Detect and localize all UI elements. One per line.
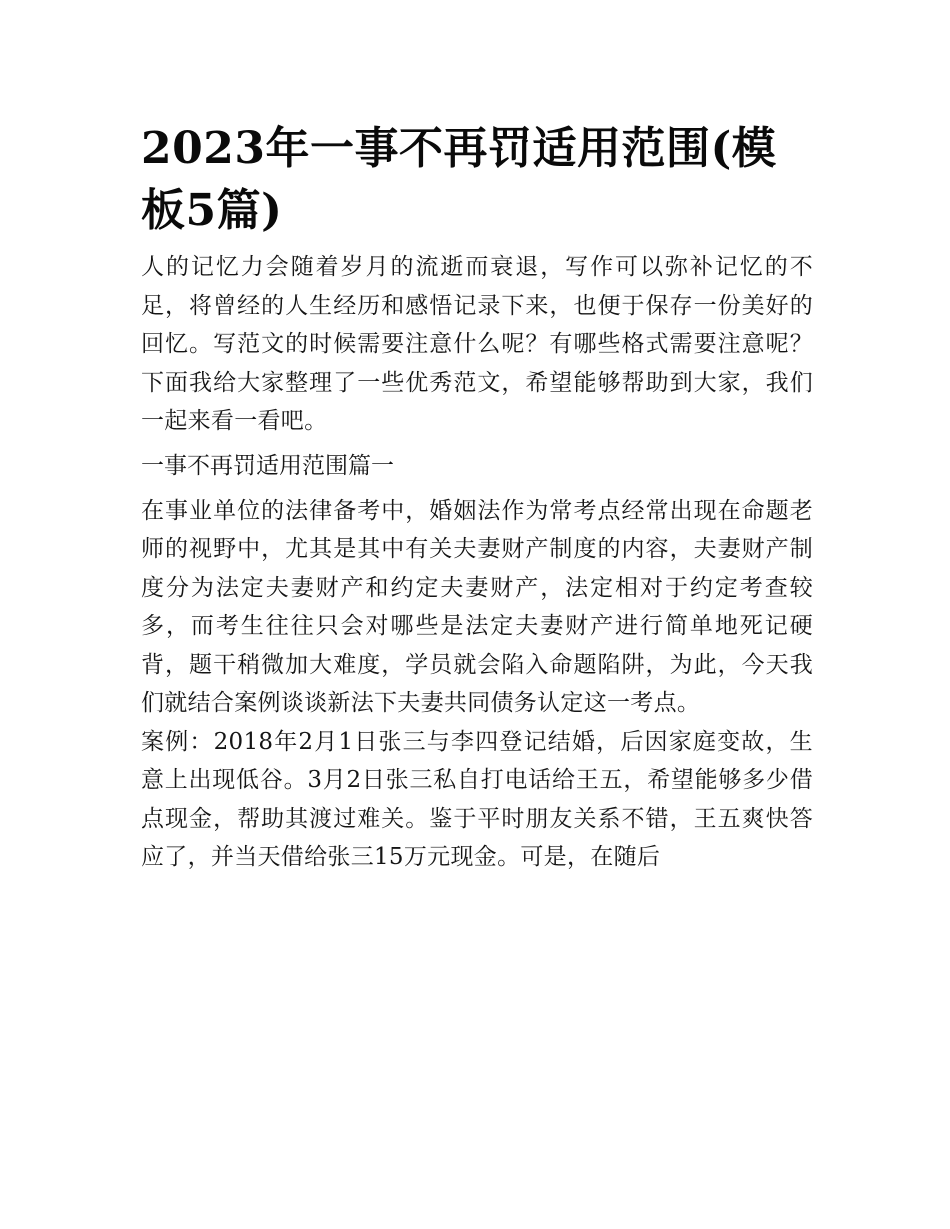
case-paragraph: 案例：2018年2月1日张三与李四登记结婚，后因家庭变故，生意上出现低谷。3月2日张三私自打电话给王五，希望能够多少借点现金，帮助其渡过难关。鉴于平时朋友关系不错，王五爽快答应了，并当天借给张三15万元现金。可是，在随后	[141, 728, 813, 870]
intro-paragraph: 人的记忆力会随着岁月的流逝而衰退，写作可以弥补记忆的不足，将曾经的人生经历和感悟记录下来，也便于保存一份美好的回忆。写范文的时候需要注意什么呢？有哪些格式需要注意呢？下面我给大家整理了一些优秀范文，希望能够帮助到大家，我们一起来看一看吧。	[141, 254, 813, 434]
body-paragraph: 在事业单位的法律备考中，婚姻法作为常考点经常出现在命题老师的视野中，尤其是其中有关夫妻财产制度的内容，夫妻财产制度分为法定夫妻财产和约定夫妻财产，法定相对于约定考查较多，而考生往往只会对哪些是法定夫妻财产进行简单地死记硬背，题干稍微加大难度，学员就会陷入命题陷阱，为此，今天我们就结合案例谈谈新法下夫妻共同债务认定这一考点。	[141, 497, 813, 716]
section-heading: 一事不再罚适用范围篇一	[141, 452, 394, 479]
document-title: 2023年一事不再罚适用范围(模板5篇)	[141, 123, 777, 236]
document-content	[141, 118, 813, 877]
